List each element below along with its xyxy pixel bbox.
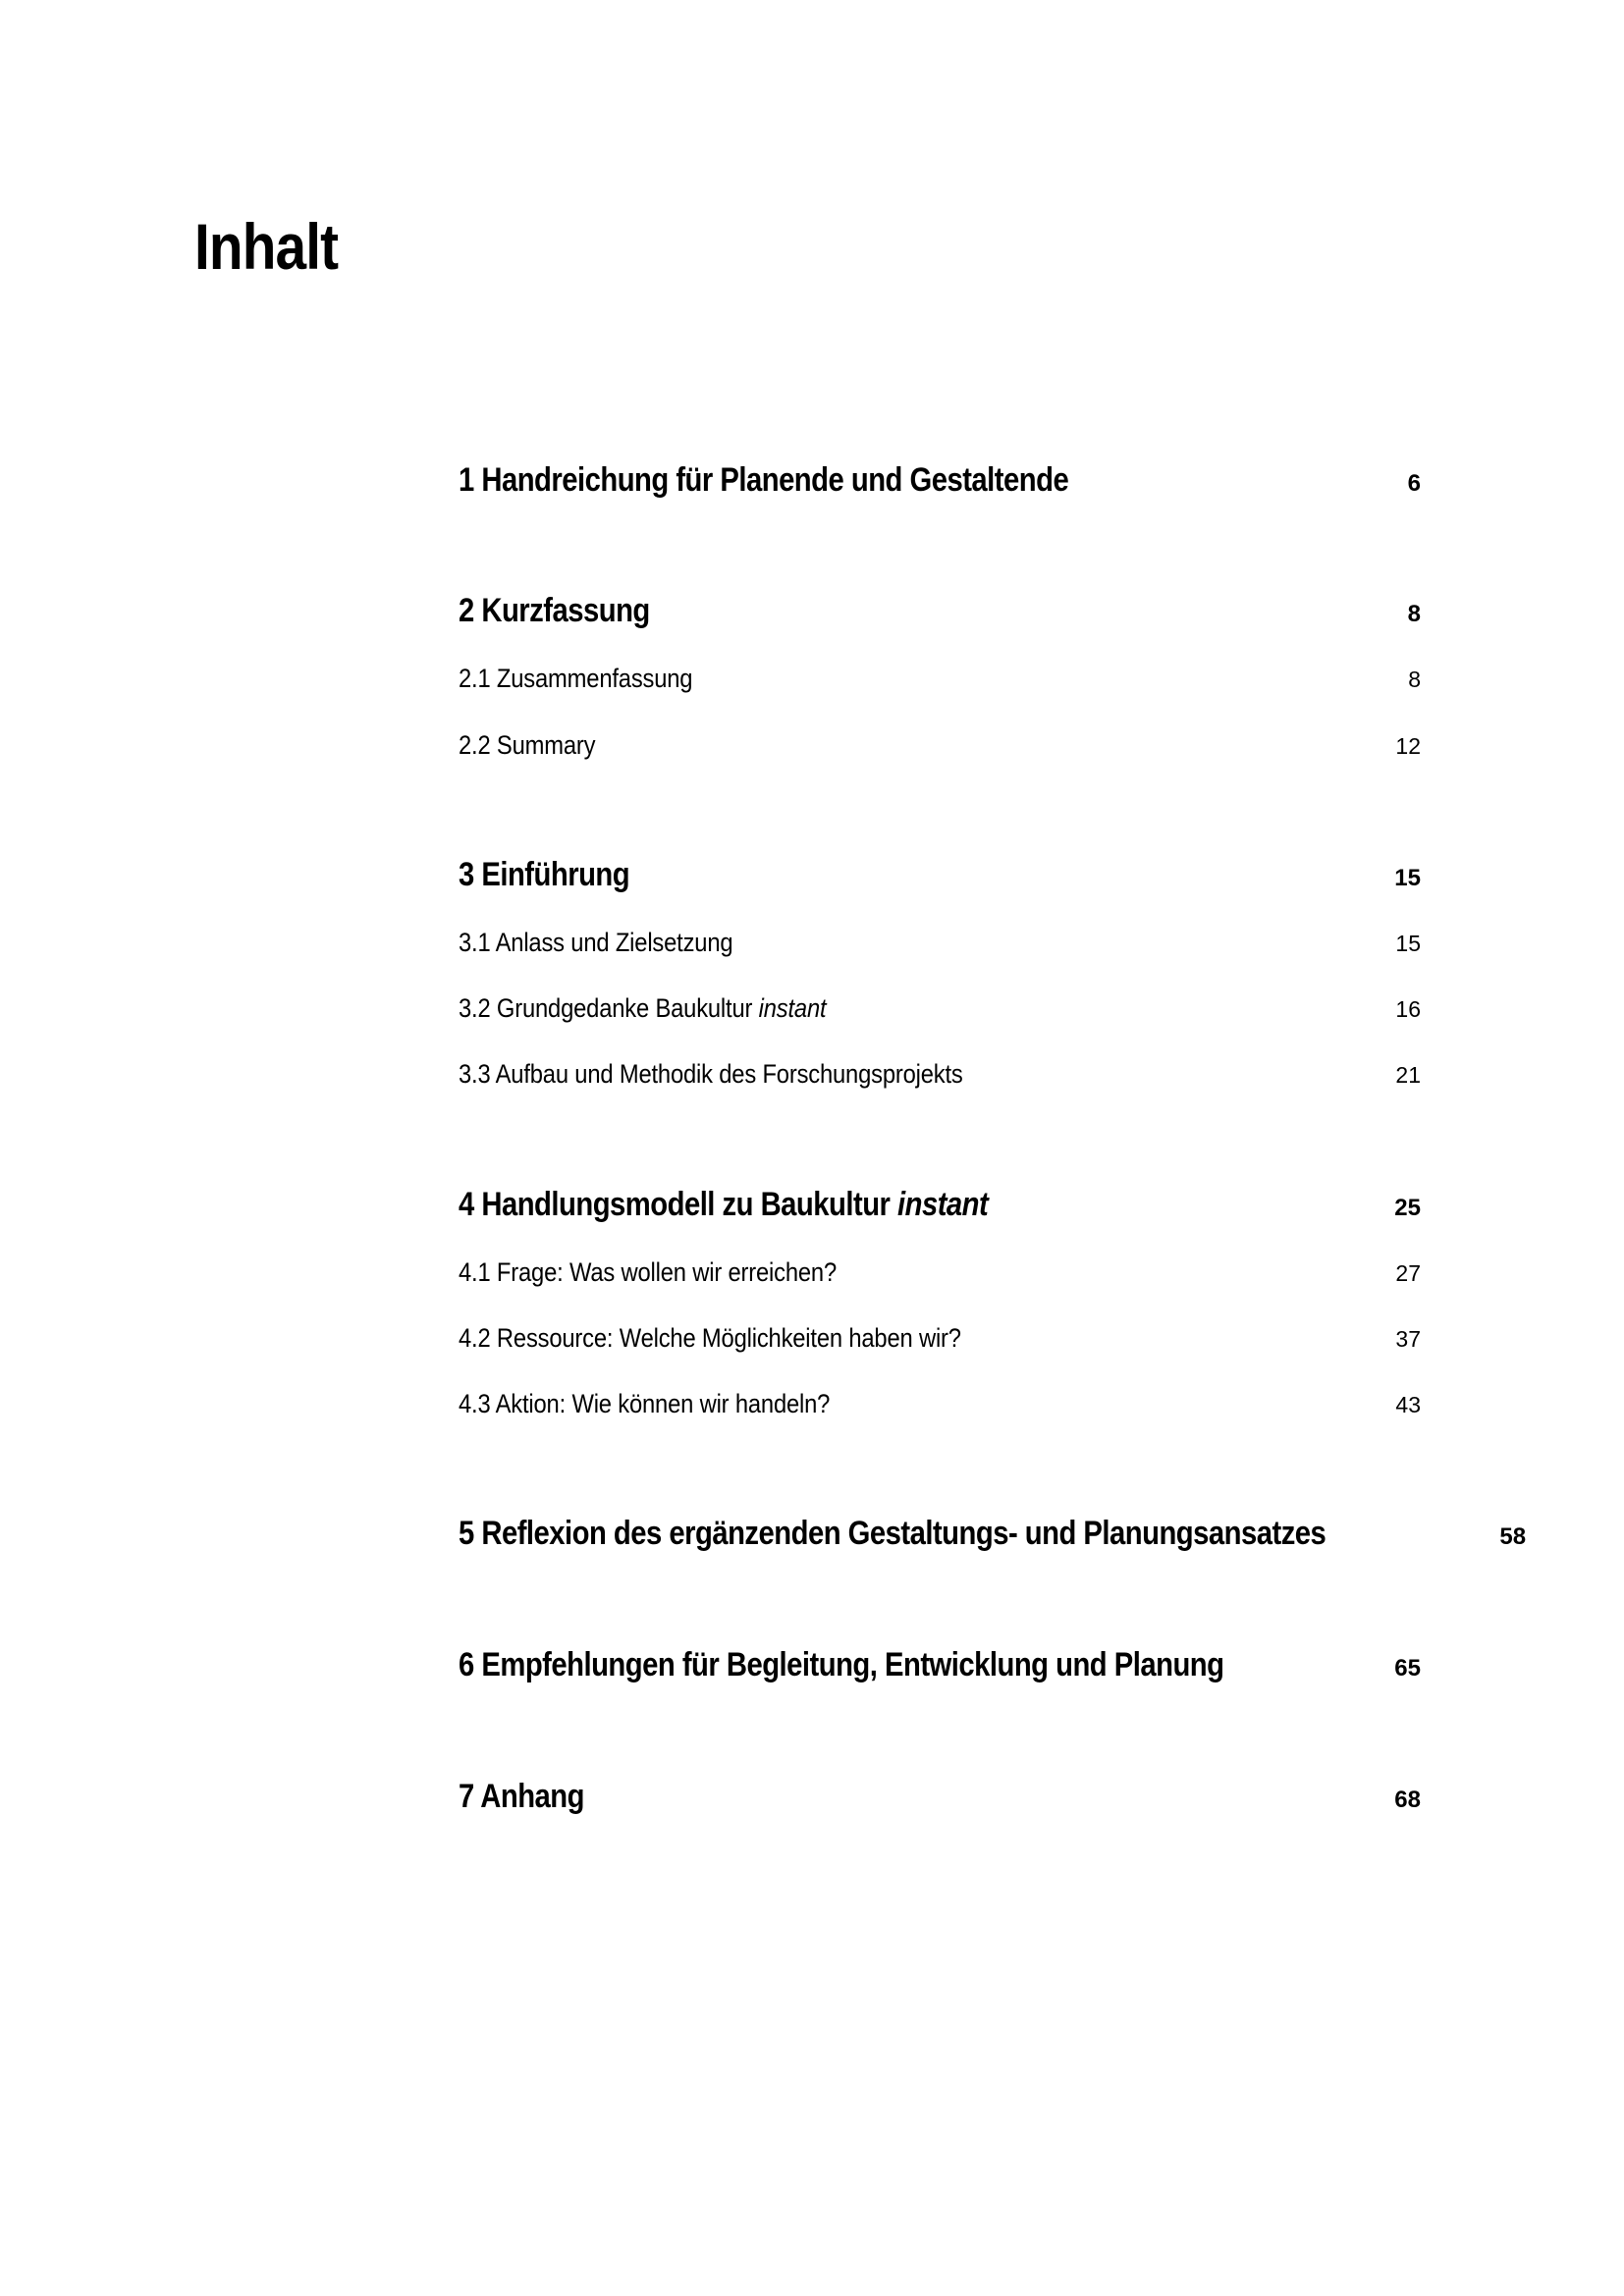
- toc-page-number: 12: [1395, 733, 1421, 759]
- toc-entry-label: 4.2 Ressource: Welche Möglichkeiten haben wir?: [459, 1323, 961, 1353]
- toc-section-4-2[interactable]: [459, 1323, 1421, 1354]
- toc-entry-label-text: 3.2 Grundgedanke Baukultur: [459, 993, 759, 1023]
- toc-entry-label: 2 Kurzfassung: [459, 592, 650, 629]
- toc-entry-label: 5 Reflexion des ergänzenden Gestaltungs- und Planungsansatzes: [459, 1515, 1326, 1552]
- toc-section-2-2[interactable]: [459, 730, 1421, 761]
- toc-entry-label: 2.2 Summary: [459, 730, 596, 760]
- toc-entry-label: [459, 1186, 988, 1224]
- toc-page-number: 21: [1395, 1062, 1421, 1088]
- toc-page-number: 43: [1395, 1392, 1421, 1417]
- toc-page-number: 6: [1407, 470, 1421, 497]
- toc-entry-label: 3 Einführung: [459, 856, 630, 893]
- toc-page-number: 58: [1499, 1523, 1527, 1550]
- page-title: Inhalt: [194, 210, 339, 283]
- toc-chapter-7[interactable]: [459, 1778, 1421, 1816]
- toc-chapter-1[interactable]: [459, 461, 1421, 500]
- toc-page-number: 27: [1395, 1260, 1421, 1286]
- toc-entry-label: 6 Empfehlungen für Begleitung, Entwicklung und Planung: [459, 1646, 1224, 1683]
- toc-entry-label: 3.1 Anlass und Zielsetzung: [459, 928, 733, 957]
- toc-chapter-2[interactable]: [459, 592, 1421, 630]
- toc-chapter-5[interactable]: [459, 1515, 1527, 1553]
- toc-section-2-1[interactable]: [459, 664, 1421, 694]
- toc-chapter-3[interactable]: [459, 856, 1421, 894]
- toc-section-4-1[interactable]: [459, 1257, 1421, 1288]
- toc-chapter-4[interactable]: [459, 1186, 1421, 1224]
- toc-section-4-3[interactable]: [459, 1389, 1421, 1419]
- toc-page-number: 25: [1394, 1195, 1421, 1221]
- toc-entry-label: 2.1 Zusammenfassung: [459, 664, 693, 693]
- toc-entry-label: 4.3 Aktion: Wie können wir handeln?: [459, 1389, 831, 1418]
- toc-page-number: 37: [1395, 1326, 1421, 1352]
- toc-section-3-3[interactable]: [459, 1059, 1421, 1090]
- toc-section-3-1[interactable]: [459, 928, 1421, 958]
- toc-page-number: 8: [1407, 601, 1421, 627]
- toc-page-number: 16: [1395, 996, 1421, 1022]
- toc-chapter-6[interactable]: [459, 1646, 1421, 1684]
- table-of-contents: [459, 0, 1527, 2296]
- toc-entry-label-italic: instant: [758, 993, 827, 1023]
- toc-page-number: 15: [1395, 931, 1421, 956]
- toc-page-number: 68: [1394, 1787, 1421, 1813]
- toc-entry-label: 4.1 Frage: Was wollen wir erreichen?: [459, 1257, 837, 1287]
- toc-page-number: 8: [1408, 667, 1421, 692]
- toc-entry-label: 3.3 Aufbau und Methodik des Forschungsprojekts: [459, 1059, 963, 1089]
- toc-entry-label-italic: instant: [897, 1186, 989, 1223]
- toc-entry-label-text: 4 Handlungsmodell zu Baukultur: [459, 1186, 898, 1223]
- toc-page-number: 15: [1394, 865, 1421, 891]
- toc-entry-label: [459, 993, 826, 1024]
- toc-page-number: 65: [1394, 1655, 1421, 1682]
- toc-section-3-2[interactable]: [459, 993, 1421, 1024]
- toc-entry-label: 1 Handreichung für Planende und Gestaltende: [459, 461, 1069, 499]
- toc-entry-label: 7 Anhang: [459, 1778, 585, 1815]
